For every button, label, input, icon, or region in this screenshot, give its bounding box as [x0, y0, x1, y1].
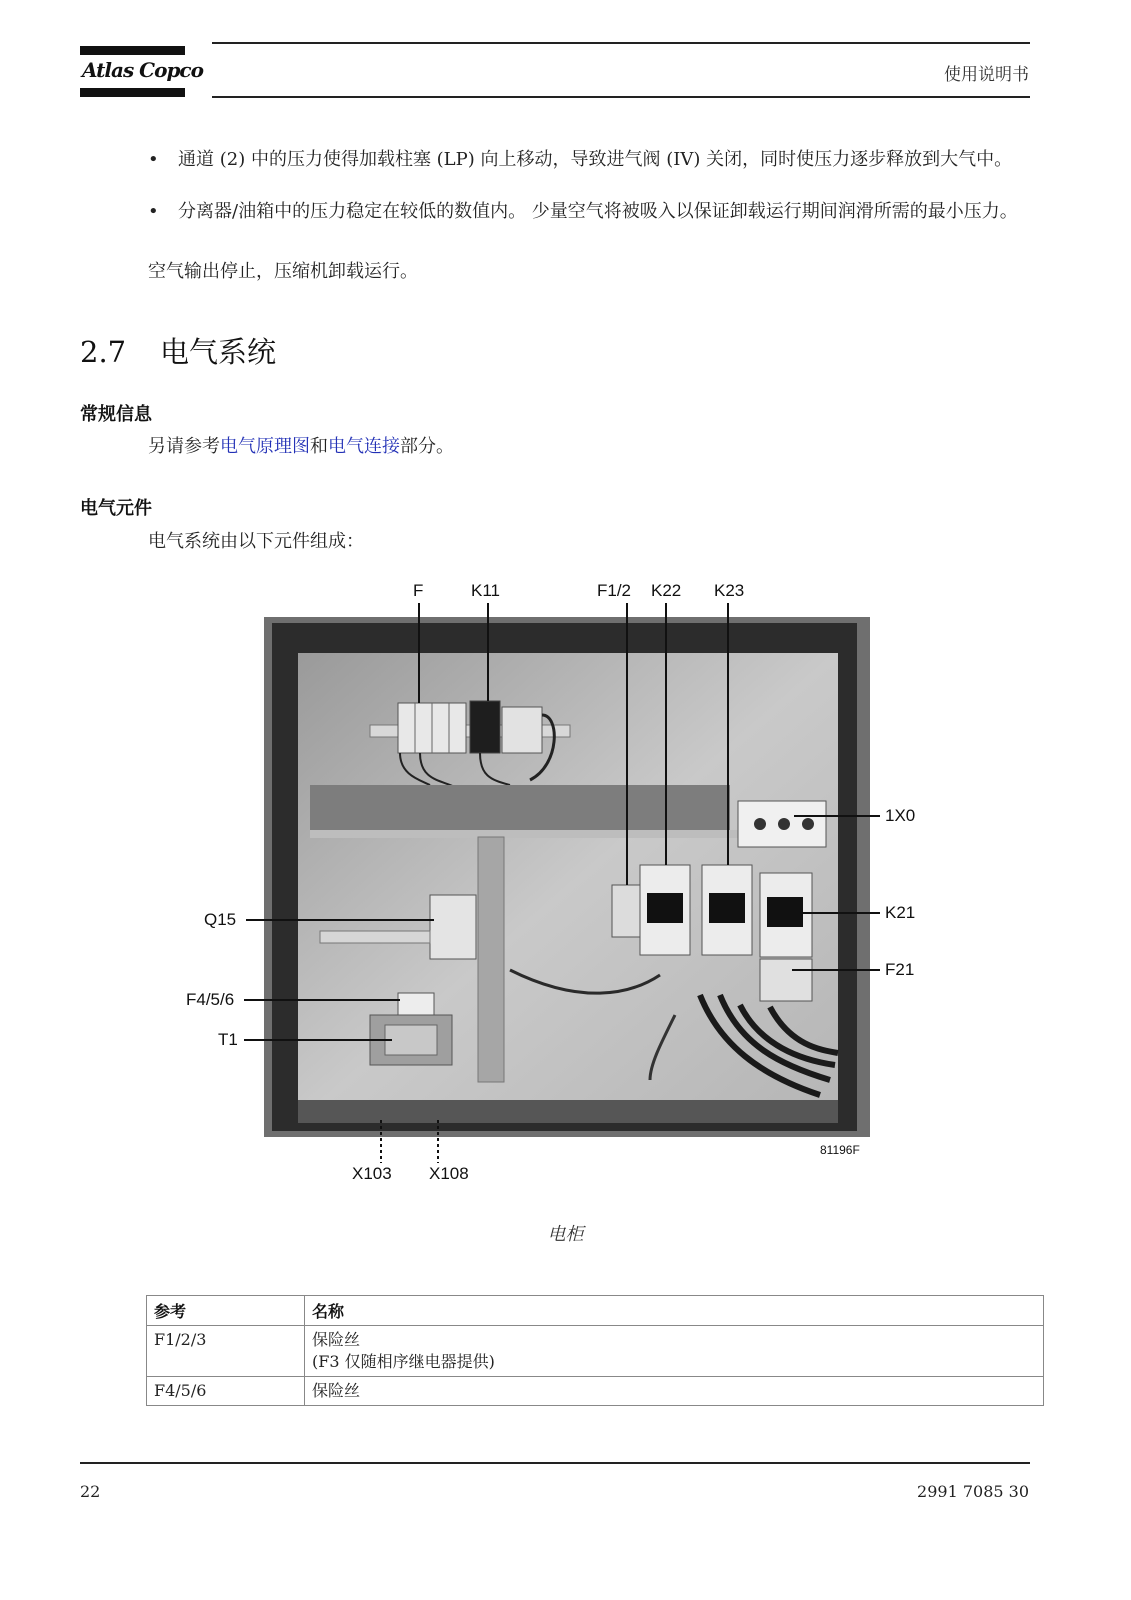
- electrical-cabinet-figure: [180, 575, 916, 1195]
- electrical-connections-link[interactable]: 电气连接: [328, 436, 400, 457]
- table-cell-name-note: (F3 仅随相序继电器提供): [312, 1352, 495, 1371]
- footer-rule: [80, 1462, 1030, 1464]
- label-Q15: Q15: [204, 910, 237, 929]
- atlas-copco-logo: Atlas Copco: [82, 58, 203, 82]
- components-intro: 电气系统由以下元件组成：: [148, 531, 364, 552]
- bullet-dot: •: [148, 149, 159, 170]
- bullet-text: 通道 (2) 中的压力使得加载柱塞 (LP) 向上移动，导致进气阀 (IV) 关闭，同时使压力逐步释放到大气中。: [178, 149, 1013, 170]
- intro-conclusion: 空气输出停止，压缩机卸载运行。: [148, 261, 418, 282]
- label-K21: K21: [885, 903, 916, 922]
- label-T1: T1: [218, 1030, 238, 1049]
- table-header-row: [147, 1296, 1044, 1326]
- logo-bar-top: [80, 46, 185, 55]
- figure-code: 81196F: [820, 1143, 860, 1157]
- label-F4-5-6: F4/5/6: [186, 990, 235, 1009]
- bullet-item: [148, 199, 1038, 251]
- logo-bar-bottom: [80, 88, 185, 97]
- document-number: 2991 7085 30: [917, 1482, 1029, 1501]
- label-1X0: 1X0: [885, 806, 916, 825]
- table-row: [147, 1377, 1044, 1406]
- general-info-prefix: 另请参考: [148, 436, 220, 457]
- page-number: 22: [80, 1482, 101, 1501]
- reference-table: [146, 1295, 1044, 1406]
- header-rule-bottom: [212, 96, 1030, 98]
- table-cell-ref: F1/2/3: [147, 1326, 305, 1377]
- general-info-heading: 常规信息: [80, 404, 152, 425]
- table-cell-ref: F4/5/6: [147, 1377, 305, 1406]
- table-row: [147, 1326, 1044, 1377]
- figure-caption: 电柜: [547, 1224, 584, 1245]
- section-title: [80, 330, 276, 371]
- label-X108: X108: [429, 1164, 469, 1183]
- bullet-text: 分离器/油箱中的压力稳定在较低的数值内。 少量空气将被吸入以保证卸载运行期间润滑所需的最小压力。: [178, 201, 1018, 222]
- label-K22: K22: [651, 581, 682, 600]
- label-K11: K11: [471, 581, 500, 600]
- table-cell-name: [305, 1326, 1044, 1377]
- table-cell-name: 保险丝: [305, 1377, 1044, 1406]
- wiring-diagram-link[interactable]: 电气原理图: [220, 436, 310, 457]
- header-rule-top: [212, 42, 1030, 44]
- bullet-item: [148, 147, 1038, 199]
- label-F21: F21: [885, 960, 915, 979]
- bullet-dot: •: [148, 201, 159, 222]
- table-cell-name-text: 保险丝: [312, 1330, 361, 1349]
- general-info-suffix: 部分。: [400, 436, 454, 457]
- label-F: F: [413, 581, 424, 600]
- table-header-ref: 参考: [147, 1296, 305, 1326]
- label-K23: K23: [714, 581, 745, 600]
- components-heading: 电气元件: [80, 498, 152, 519]
- cabinet-photo: [180, 575, 900, 1195]
- label-X103: X103: [352, 1164, 392, 1183]
- section-title-text: 电气系统: [160, 335, 277, 369]
- document-title: 使用说明书: [944, 65, 1029, 85]
- section-number: 2.7: [80, 335, 127, 369]
- label-F1-2: F1/2: [597, 581, 632, 600]
- general-info-mid: 和: [310, 436, 328, 457]
- general-info-text: [148, 434, 454, 459]
- table-header-name: 名称: [305, 1296, 1044, 1326]
